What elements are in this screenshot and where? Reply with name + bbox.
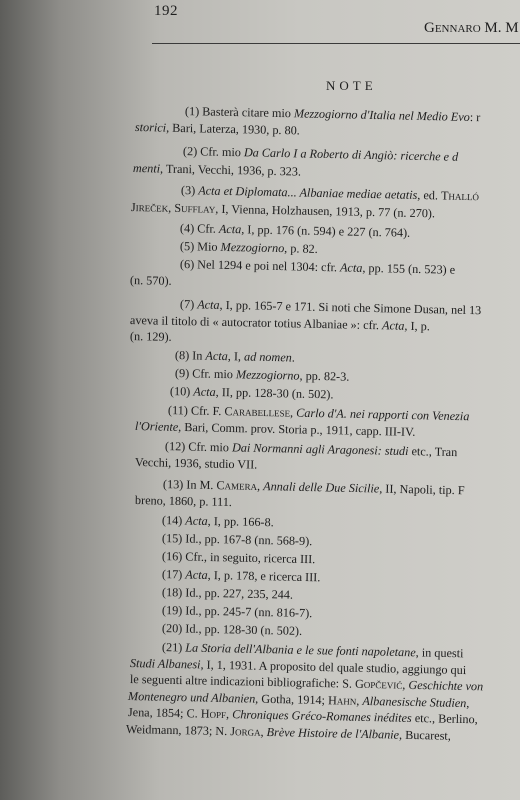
note-line: (7) Acta, I, pp. 165-7 e 171. Si noti che Simone Dusan, nel 13: [179, 297, 482, 318]
note-line: Jireček, Sufflay, I, Vienna, Holzhausen, 1913, p. 77 (n. 270).: [130, 200, 436, 221]
note-line: Jena, 1854; C. Hopf, Chroniques Gréco-Romanes inédites etc., Berlino,: [127, 705, 478, 727]
note-line: breno, 1860, p. 111.: [134, 493, 233, 510]
note-line: (20) Id., pp. 128-30 (n. 502).: [161, 621, 303, 638]
note-line: (12) Cfr. mio Dai Normanni agli Aragonesi: studi etc., Tran: [164, 439, 458, 460]
note-line: (17) Acta, I, p. 178, e ricerca III.: [161, 567, 321, 585]
running-head-author: Gennaro M. M: [424, 20, 519, 36]
note-line: (15) Id., pp. 167-8 (nn. 568-9).: [161, 531, 313, 549]
note-line: (21) La Storia dell'Albania e le sue fonti napoletane, in questi: [161, 640, 464, 661]
note-line: (3) Acta et Diplomata... Albaniae mediae aetatis, ed. Thalló: [180, 183, 480, 204]
note-line: (8) In Acta, I, ad nomen.: [174, 348, 295, 365]
note-line: (19) Id., pp. 245-7 (nn. 816-7).: [161, 603, 313, 621]
note-line: (10) Acta, II, pp. 128-30 (n. 502).: [169, 384, 334, 402]
note-line: Studi Albanesi, I, 1, 1931. A proposito del quale studio, aggiungo qui: [129, 656, 467, 678]
note-line: (2) Cfr. mio Da Carlo I a Roberto di Angiò: ricerche e d: [182, 144, 459, 164]
note-line: Vecchi, 1936, studio VII.: [134, 455, 258, 472]
note-line: (n. 570).: [129, 273, 172, 288]
note-line: l'Oriente, Bari, Comm. prov. Storia p., 1911, capp. III-IV.: [134, 419, 416, 439]
header-rule: [152, 43, 520, 44]
note-line: (6) Nel 1294 e poi nel 1304: cfr. Acta, pp. 155 (n. 523) e: [179, 257, 456, 277]
note-line: (13) In M. Camera, Annali delle Due Sicilie, II, Napoli, tip. F: [162, 477, 465, 498]
note-line: (16) Cfr., in seguito, ricerca III.: [161, 549, 316, 567]
note-line: (18) Id., pp. 227, 235, 244.: [161, 585, 294, 602]
note-line: Weidmann, 1873; N. Jorga, Brève Histoire de l'Albanie, Bucarest,: [125, 722, 451, 743]
notes-heading: NOTE: [326, 78, 377, 93]
note-line: (11) Cfr. F. Carabellese, Carlo d'A. nei rapporti con Venezia: [167, 403, 470, 424]
note-line: (4) Cfr. Acta, I, pp. 176 (n. 594) e 227 (n. 764).: [179, 221, 411, 240]
note-line: storici, Bari, Laterza, 1930, p. 80.: [134, 120, 300, 138]
note-line: Montenegro und Albanien, Gotha, 1914; Hahn, Albanesische Studien,: [127, 689, 470, 711]
note-line: (n. 129).: [129, 329, 172, 344]
note-line: le seguenti altre indicazioni bibliografiche: S. Gopčević, Geschichte von: [129, 672, 484, 694]
note-line: (9) Cfr. mio Mezzogiorno, pp. 82-3.: [174, 366, 350, 384]
note-line: menti, Trani, Vecchi, 1936, p. 323.: [132, 161, 302, 179]
page-number: 192: [154, 3, 178, 19]
note-line: (5) Mio Mezzogiorno, p. 82.: [179, 239, 318, 256]
note-line: (1) Basterà citare mio Mezzogiorno d'Italia nel Medio Evo: r: [184, 104, 481, 125]
note-line: (14) Acta, I, pp. 166-8.: [161, 513, 274, 530]
note-line: aveva il titolo di « autocrator totius Albaniae »: cfr. Acta, I, p.: [129, 313, 430, 334]
